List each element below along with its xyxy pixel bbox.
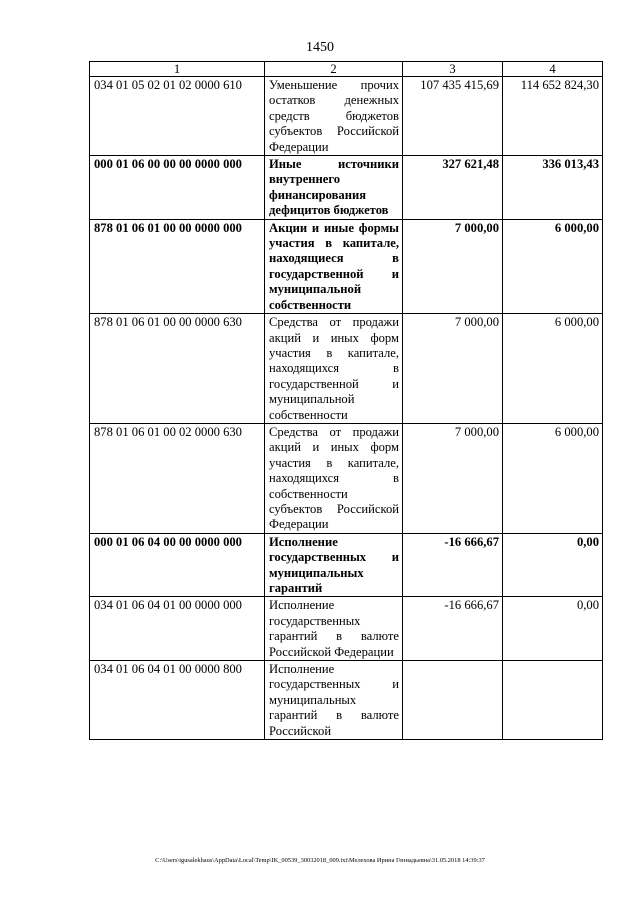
amount-col3-cell: 107 435 415,69 <box>403 77 503 156</box>
amount-col4-cell: 6 000,00 <box>503 423 603 533</box>
budget-code-cell: 878 01 06 01 00 00 0000 000 <box>90 219 265 313</box>
column-header: 3 <box>403 62 503 77</box>
page-number: 1450 <box>306 40 334 55</box>
budget-sources-table <box>89 61 603 740</box>
budget-code-cell: 878 01 06 01 00 02 0000 630 <box>90 423 265 533</box>
budget-code-cell: 034 01 05 02 01 02 0000 610 <box>90 77 265 156</box>
amount-col4-cell: 336 013,43 <box>503 156 603 220</box>
amount-col3-cell: 327 621,48 <box>403 156 503 220</box>
amount-col4-cell <box>503 661 603 740</box>
amount-col3-cell: 7 000,00 <box>403 423 503 533</box>
table-row <box>90 533 603 597</box>
amount-col4-cell: 0,00 <box>503 597 603 661</box>
amount-col3-cell: -16 666,67 <box>403 533 503 597</box>
amount-col3-cell: 7 000,00 <box>403 314 503 424</box>
description-cell: Средства от продажи акций и иных форм участия в капитале, находящихся в собственности субъектов Российской Федерации <box>265 423 403 533</box>
budget-code-cell: 878 01 06 01 00 00 0000 630 <box>90 314 265 424</box>
amount-col4-cell: 0,00 <box>503 533 603 597</box>
description-cell: Уменьшение прочих остатков денежных средств бюджетов субъектов Российской Федерации <box>265 77 403 156</box>
amount-col4-cell: 114 652 824,30 <box>503 77 603 156</box>
table-row <box>90 314 603 424</box>
amount-col3-cell <box>403 661 503 740</box>
budget-code-cell: 034 01 06 04 01 00 0000 000 <box>90 597 265 661</box>
description-cell: Акции и иные формы участия в капитале, находящиеся в государственной и муниципальной собственности <box>265 219 403 313</box>
table-row <box>90 661 603 740</box>
table-row <box>90 77 603 156</box>
column-header: 1 <box>90 62 265 77</box>
description-cell: Исполнение государственных гарантий в валюте Российской Федерации <box>265 597 403 661</box>
column-header: 4 <box>503 62 603 77</box>
description-cell: Средства от продажи акций и иных форм участия в капитале, находящихся в государственной и муниципальной собственности <box>265 314 403 424</box>
column-header: 2 <box>265 62 403 77</box>
budget-code-cell: 000 01 06 04 00 00 0000 000 <box>90 533 265 597</box>
description-cell: Исполнение государственных и муниципальных гарантий в валюте Российской <box>265 661 403 740</box>
table-header-row <box>90 62 603 77</box>
description-cell: Иные источники внутреннего финансирования дефицитов бюджетов <box>265 156 403 220</box>
description-cell: Исполнение государственных и муниципальных гарантий <box>265 533 403 597</box>
budget-code-cell: 000 01 06 00 00 00 0000 000 <box>90 156 265 220</box>
budget-code-cell: 034 01 06 04 01 00 0000 800 <box>90 661 265 740</box>
table-row <box>90 219 603 313</box>
amount-col3-cell: 7 000,00 <box>403 219 503 313</box>
table-row <box>90 156 603 220</box>
table-row <box>90 597 603 661</box>
amount-col4-cell: 6 000,00 <box>503 219 603 313</box>
amount-col4-cell: 6 000,00 <box>503 314 603 424</box>
amount-col3-cell: -16 666,67 <box>403 597 503 661</box>
file-path-footer: C:\Users\igusalekhaus\AppData\Local\Temp\IK_00539_30032018_009.txt\Мелехова Ирина Геннадьевна\31.05.2018 14:39:37 <box>155 857 485 864</box>
table-row <box>90 423 603 533</box>
